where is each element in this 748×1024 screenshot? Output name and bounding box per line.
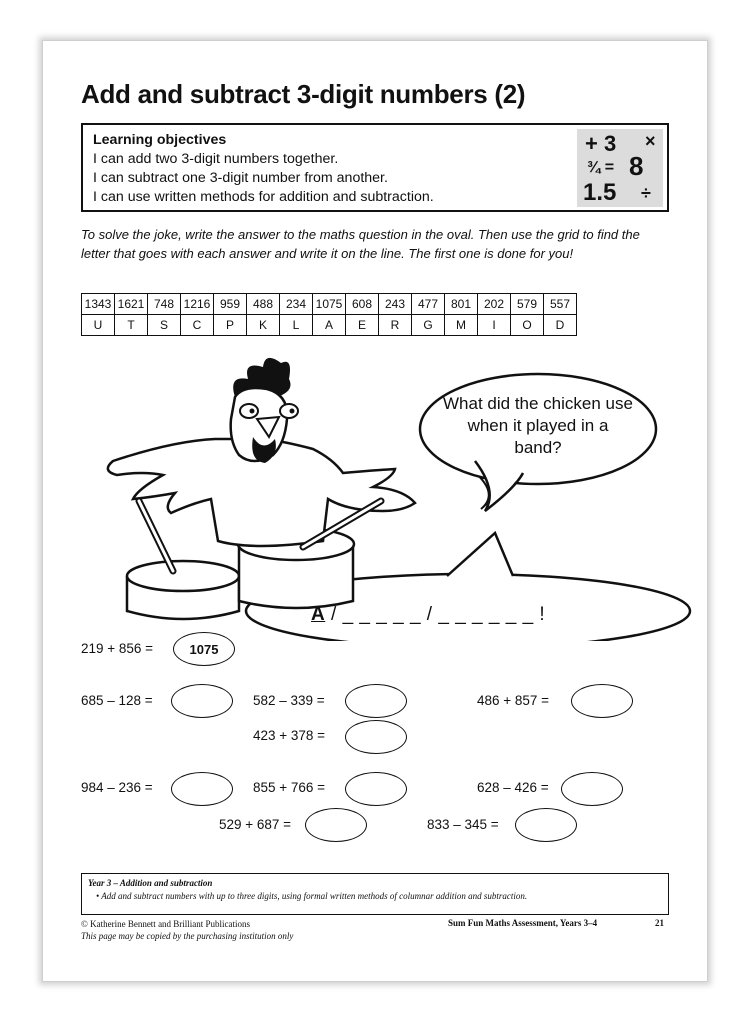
code-number: 1216	[181, 294, 214, 315]
joke-answer-line[interactable]	[311, 604, 545, 626]
question-label: 833 – 345 =	[427, 817, 499, 832]
code-letter: E	[346, 315, 379, 336]
chicken	[108, 358, 415, 571]
code-letter: I	[478, 315, 511, 336]
answer-oval[interactable]	[345, 720, 407, 754]
answer-oval[interactable]	[515, 808, 577, 842]
code-letter: A	[313, 315, 346, 336]
code-number: 959	[214, 294, 247, 315]
chicken-drummer-illustration	[43, 41, 707, 641]
question-label: 582 – 339 =	[253, 693, 325, 708]
code-number: 748	[148, 294, 181, 315]
code-letter: T	[115, 315, 148, 336]
left-drum	[127, 561, 239, 619]
curriculum-footer-box	[81, 873, 669, 915]
code-number: 801	[445, 294, 478, 315]
answer-oval[interactable]	[171, 772, 233, 806]
page-title: Add and subtract 3-digit numbers (2)	[81, 79, 526, 109]
copyright-text: © Katherine Bennett and Brilliant Publications	[81, 919, 251, 929]
code-number: 477	[412, 294, 445, 315]
code-number: 243	[379, 294, 412, 315]
copy-permission-text: This page may be copied by the purchasing institution only	[81, 931, 294, 941]
instructions-text: To solve the joke, write the answer to the maths question in the oval. Then use the grid to find the letter that goes with each answer and write it on the line. The first one is done for you!	[81, 227, 640, 261]
answer-oval[interactable]	[345, 684, 407, 718]
objective-item: I can add two 3-digit numbers together.	[93, 151, 339, 167]
question-label: 628 – 426 =	[477, 780, 549, 795]
code-number: 1343	[82, 294, 115, 315]
code-letter: S	[148, 315, 181, 336]
curriculum-statement: • Add and subtract numbers with up to three digits, using formal written methods of columnar addition and subtraction.	[96, 891, 528, 901]
joke-answer-first-letter: A	[311, 604, 326, 625]
joke-answer-blanks: / _ _ _ _ _ / _ _ _ _ _ _ !	[325, 604, 546, 625]
answer-oval[interactable]	[345, 772, 407, 806]
code-letter: P	[214, 315, 247, 336]
objective-item: I can use written methods for addition and subtraction.	[93, 189, 434, 205]
page-number: 21	[655, 918, 664, 928]
objective-item: I can subtract one 3-digit number from another.	[93, 170, 388, 186]
answer-oval[interactable]: 1075	[173, 632, 235, 666]
objectives-heading: Learning objectives	[93, 132, 227, 148]
three-quarters-symbol: ¾ =	[587, 159, 615, 176]
code-number: 608	[346, 294, 379, 315]
question-label: 855 + 766 =	[253, 780, 326, 795]
question-label: 423 + 378 =	[253, 728, 326, 743]
code-letter: D	[544, 315, 577, 336]
one-point-five-symbol: 1.5	[583, 179, 617, 206]
curriculum-strand: Year 3 – Addition and subtraction	[88, 878, 213, 888]
code-number: 234	[280, 294, 313, 315]
code-letter: C	[181, 315, 214, 336]
code-letter: M	[445, 315, 478, 336]
code-number: 557	[544, 294, 577, 315]
question-label: 529 + 687 =	[219, 817, 292, 832]
question-label: 486 + 857 =	[477, 693, 550, 708]
eight-symbol: 8	[629, 151, 644, 181]
question-label: 219 + 856 =	[81, 641, 154, 656]
joke-question: What did the chicken use when it played in a band?	[443, 394, 633, 457]
copyright-notice	[81, 918, 293, 942]
answer-oval[interactable]	[561, 772, 623, 806]
answer-oval[interactable]	[171, 684, 233, 718]
code-letter: R	[379, 315, 412, 336]
question-label: 685 – 128 =	[81, 693, 153, 708]
question-label: 984 – 236 =	[81, 780, 153, 795]
multiply-icon: ×	[645, 131, 656, 151]
code-number: 1075	[313, 294, 346, 315]
worksheet-page	[42, 40, 708, 982]
code-number: 202	[478, 294, 511, 315]
code-letter: O	[511, 315, 544, 336]
answer-oval[interactable]	[571, 684, 633, 718]
code-number: 1621	[115, 294, 148, 315]
code-letter: U	[82, 315, 115, 336]
code-letter: K	[247, 315, 280, 336]
code-number: 579	[511, 294, 544, 315]
divide-icon: ÷	[641, 183, 651, 203]
code-number: 488	[247, 294, 280, 315]
code-letter: L	[280, 315, 313, 336]
plus-three-symbol: + 3	[585, 131, 617, 156]
book-title: Sum Fun Maths Assessment, Years 3–4	[448, 918, 598, 928]
code-letter: G	[412, 315, 445, 336]
answer-oval[interactable]	[305, 808, 367, 842]
